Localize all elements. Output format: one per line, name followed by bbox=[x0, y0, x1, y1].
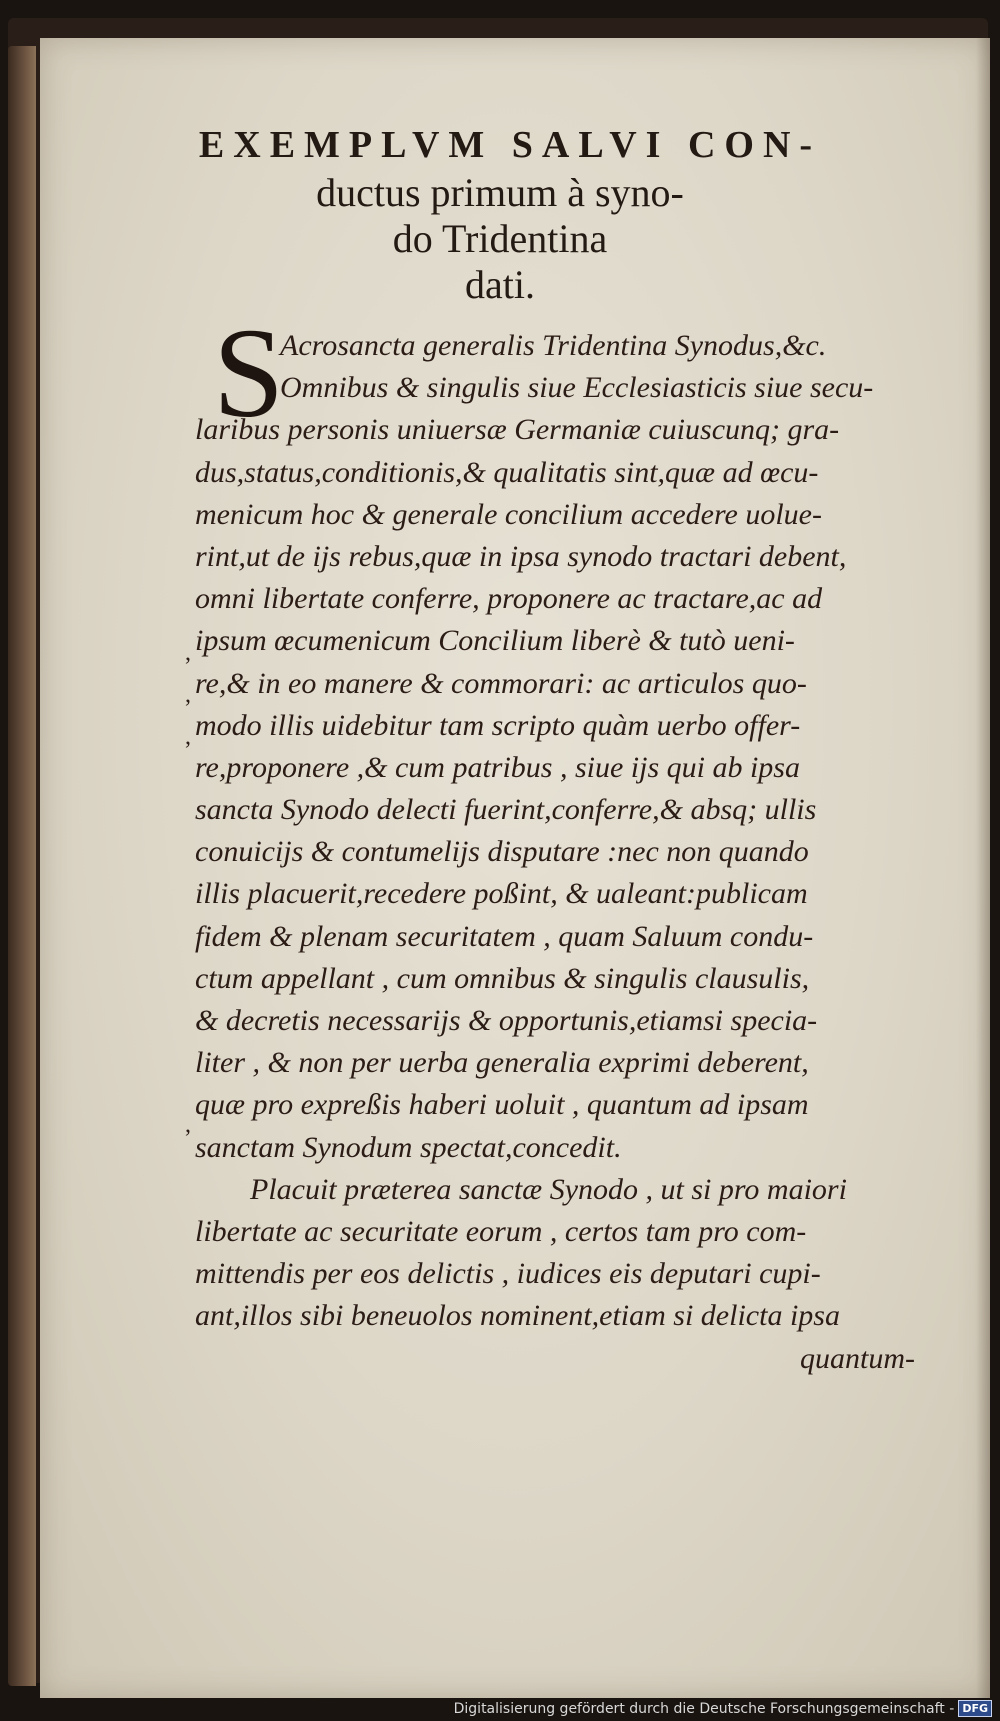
text-line: laribus personis uniuersæ Germaniæ cuiuscunq; gra- bbox=[195, 413, 840, 447]
text-line: re,& in eo manere & commorari: ac articulos quo- bbox=[195, 666, 807, 700]
text-line: Omnibus & singulis siue Ecclesiasticis siue secu- bbox=[280, 371, 874, 405]
text-line: sancta Synodo delecti fuerint,conferre,& absq; ullis bbox=[195, 793, 817, 827]
text-line: conuicijs & contumelijs disputare :nec non quando bbox=[195, 835, 809, 869]
heading-line-4: dati. bbox=[465, 262, 535, 307]
text-line: quæ pro expreßis haberi uoluit , quantum ad ipsam bbox=[195, 1088, 809, 1122]
margin-marker: , bbox=[185, 640, 191, 666]
drop-cap-initial: S bbox=[213, 302, 285, 444]
heading-line-1: EXEMPLVM SALVI CON- bbox=[198, 124, 822, 166]
text-line: re,proponere ,& cum patribus , siue ijs qui ab ipsa bbox=[195, 750, 800, 784]
text-line: illis placuerit,recedere poßint, & ualeant:publicam bbox=[195, 877, 808, 911]
text-line: sanctam Synodum spectat,concedit. bbox=[195, 1130, 622, 1164]
margin-marker: , bbox=[185, 724, 191, 750]
credit-text: Digitalisierung gefördert durch die Deutsche Forschungsgemeinschaft - bbox=[453, 1700, 955, 1717]
heading-line-2: ductus primum à syno- bbox=[316, 170, 684, 215]
text-line: fidem & plenam securitatem , quam Saluum condu- bbox=[195, 919, 814, 953]
text-line: mittendis per eos delictis , iudices eis deputari cupi- bbox=[195, 1257, 821, 1291]
text-line: libertate ac securitate eorum , certos tam pro com- bbox=[195, 1214, 807, 1248]
catchword: quantum- bbox=[800, 1341, 915, 1375]
text-line: & decretis necessarijs & opportunis,etiamsi specia- bbox=[195, 1004, 818, 1037]
text-line: ipsum œcumenicum Concilium liberè & tutò ueni- bbox=[195, 624, 795, 658]
text-line: ctum appellant , cum omnibus & singulis clausulis, bbox=[195, 961, 810, 995]
body-text bbox=[195, 325, 915, 1380]
text-line: menicum hoc & generale concilium accedere uolue- bbox=[195, 497, 822, 531]
text-line: ant,illos sibi beneuolos nominent,etiam si delicta ipsa bbox=[195, 1299, 840, 1333]
heading-line-3: do Tridentina bbox=[392, 216, 608, 261]
dfg-logo: DFG bbox=[958, 1700, 992, 1717]
text-line: Acrosancta generalis Tridentina Synodus,&c. bbox=[280, 329, 827, 362]
text-line: dus,status,conditionis,& qualitatis sint,quæ ad œcu- bbox=[195, 455, 819, 489]
margin-marker: , bbox=[185, 682, 191, 708]
text-line: rint,ut de ijs rebus,quæ in ipsa synodo tractari debent, bbox=[195, 539, 847, 573]
text-line: liter , & non per uerba generalia exprimi deberent, bbox=[195, 1046, 809, 1080]
text-line: modo illis uidebitur tam scripto quàm uerbo offer- bbox=[195, 708, 801, 742]
page-heading bbox=[0, 120, 930, 308]
page-edge-shadow bbox=[976, 38, 990, 1698]
digitization-credit bbox=[454, 1700, 992, 1717]
text-line: omni libertate conferre, proponere ac tractare,ac ad bbox=[195, 582, 823, 616]
margin-marker: , bbox=[185, 1112, 191, 1138]
text-line: Placuit præterea sanctæ Synodo , ut si pro maiori bbox=[250, 1172, 847, 1206]
